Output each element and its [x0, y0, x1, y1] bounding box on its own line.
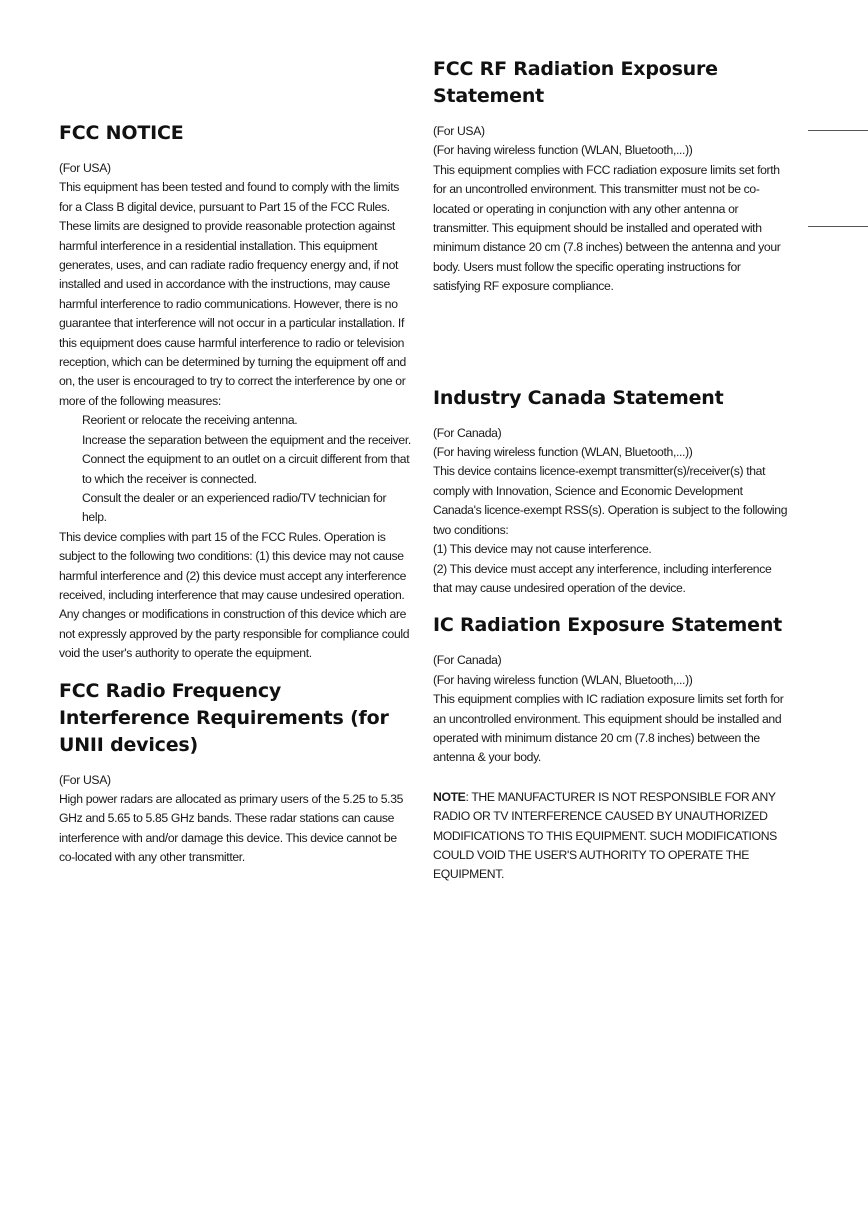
right-column [433, 56, 788, 885]
industry-canada-body: This device contains licence-exempt transmitter(s)/receiver(s) that comply with Innovation, Science and Economic Development Canada's licence-exempt RSS(s). Operation is subject to the following two conditions: [433, 464, 788, 537]
ic-exposure-section [433, 612, 788, 767]
measure-item: Reorient or relocate the receiving antenna. [82, 413, 298, 428]
fcc-rf-exposure-condition: (For having wireless function (WLAN, Bluetooth,...)) [433, 143, 693, 158]
condition-item: (2) This device must accept any interference, including interference that may cause undesired operation of the device. [433, 561, 772, 595]
ic-exposure-body: This equipment complies with IC radiation exposure limits set forth for an uncontrolled environment. This equipment should be installed and operated with minimum distance 20 cm (7.8 inches) between the antenna & your body. [433, 692, 784, 765]
fcc-rfi-section [59, 678, 411, 868]
fcc-rfi-region: (For USA) [59, 772, 111, 787]
condition-item: (1) This device may not cause interference. [433, 542, 652, 557]
fcc-rfi-title: FCC Radio Frequency Interference Requirements (for UNII devices) [59, 679, 389, 756]
industry-canada-region: (For Canada) [433, 425, 502, 440]
margin-rule-bottom [808, 226, 868, 227]
measure-item: Consult the dealer or an experienced radio/TV technician for help. [82, 490, 387, 525]
ic-exposure-region: (For Canada) [433, 653, 502, 668]
fcc-notice-region: (For USA) [59, 161, 111, 175]
margin-rule-top [808, 130, 868, 131]
fcc-rf-exposure-region: (For USA) [433, 124, 485, 138]
industry-canada-condition: (For having wireless function (WLAN, Bluetooth,...)) [433, 445, 693, 460]
note-label: NOTE [433, 789, 466, 804]
measure-item: Increase the separation between the equipment and the receiver. [82, 432, 411, 447]
note-text: : THE MANUFACTURER IS NOT RESPONSIBLE FOR ANY RADIO OR TV INTERFERENCE CAUSED BY UNAUTHORIZED MODIFICATIONS TO THIS EQUIPMENT. SUCH MODIFICATIONS COULD VOID THE USER'S AUTHORITY TO OPERATE THE EQUIPMENT. [433, 789, 777, 882]
fcc-notice-intro: This equipment has been tested and found to comply with the limits for a Class B digital device, pursuant to Part 15 of the FCC Rules. These limits are designed to provide reasonable protection against harmful interference in a residential installation. This equipment generates, uses, and can radiate radio frequency energy and, if not installed and used in accordance with the instructions, may cause harmful interference to radio communications. However, there is no guarantee that interference will not occur in a particular installation. If this equipment does cause harmful interference to radio or television reception, which can be determined by turning the equipment off and on, the user is encouraged to try to correct the interference by one or more of the following measures: [59, 180, 406, 408]
fcc-notice-section [59, 120, 411, 664]
fcc-rf-exposure-section [433, 56, 788, 297]
industry-canada-section [433, 385, 788, 599]
note-paragraph [433, 788, 788, 885]
ic-exposure-condition: (For having wireless function (WLAN, Bluetooth,...)) [433, 672, 693, 687]
fcc-rf-exposure-body: This equipment complies with FCC radiation exposure limits set forth for an uncontrolled environment. This transmitter must not be co-located or operating in conjunction with any other antenna or transmitter. This equipment should be installed and operated with minimum distance 20 cm (7.8 inches) between the antenna and your body. Users must follow the specific operating instructions for satisfying RF exposure compliance. [433, 162, 781, 294]
measure-item: Connect the equipment to an outlet on a circuit different from that to which the receiver is connected. [82, 452, 410, 486]
fcc-rf-exposure-title: FCC RF Radiation Exposure Statement [433, 58, 718, 107]
fcc-notice-closing: This device complies with part 15 of the FCC Rules. Operation is subject to the following two conditions: (1) this device may not cause harmful interference and (2) this device must accept any interference received, including interference that may cause undesired operation. Any changes or modifications in construction of this device which are not expressly approved by the party responsible for compliance could void the user's authority to operate the equipment. [59, 529, 410, 661]
fcc-rfi-body: High power radars are allocated as primary users of the 5.25 to 5.35 GHz and 5.65 to 5.85 GHz bands. These radar stations can cause interference with and/or damage this device. This device cannot be co-located with any other transmitter. [59, 791, 404, 865]
ic-exposure-title: IC Radiation Exposure Statement [433, 614, 783, 637]
fcc-notice-title: FCC NOTICE [59, 122, 184, 144]
left-column [59, 120, 411, 868]
industry-canada-title: Industry Canada Statement [433, 386, 724, 409]
